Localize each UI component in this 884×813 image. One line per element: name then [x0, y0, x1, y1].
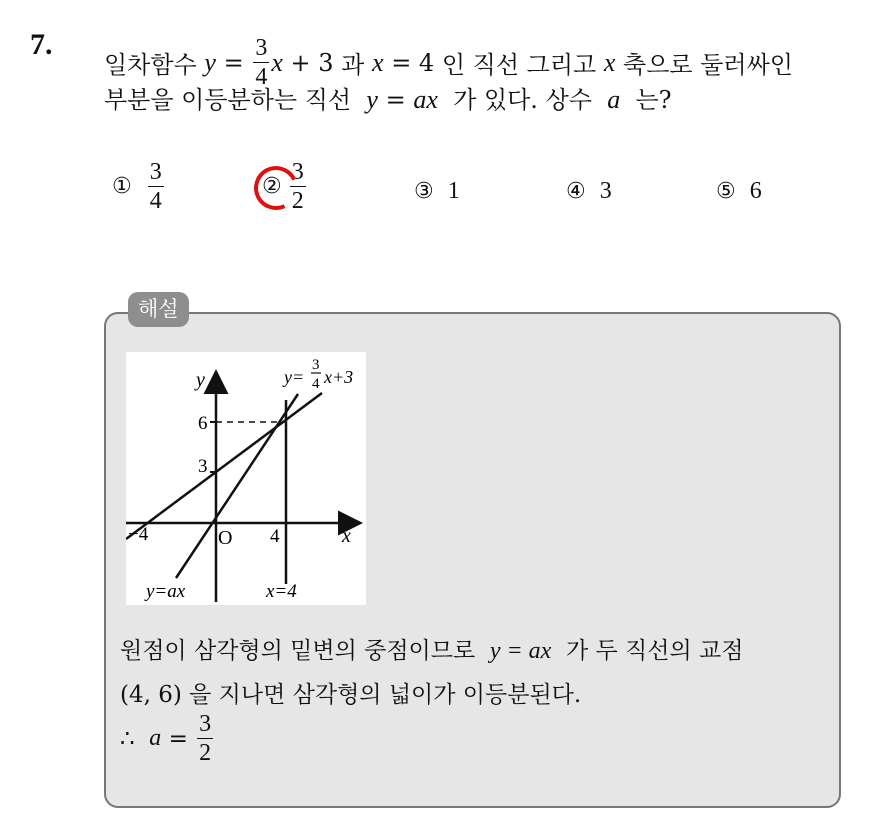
frac-num: 3 [255, 35, 268, 61]
solution-answer [120, 712, 215, 765]
option-2[interactable] [262, 160, 308, 213]
frac-num: 3 [199, 711, 212, 737]
tick-3-label: 3 [198, 456, 208, 477]
var-ax: ax [413, 85, 438, 114]
frac-num: 3 [291, 159, 304, 185]
solution-line-1 [120, 632, 743, 665]
frac-den: 2 [199, 740, 212, 766]
answer-fraction [197, 712, 213, 765]
var-a: a [149, 725, 162, 751]
question-number: 7. [30, 28, 53, 61]
line-y-ax [176, 394, 298, 578]
plus-3: + 3 [290, 48, 334, 77]
var-y: y [366, 85, 378, 114]
option-4[interactable] [566, 178, 612, 205]
solution-eq: y = ax [489, 638, 552, 664]
option-1[interactable] [112, 160, 166, 213]
frac-den: 4 [149, 188, 162, 214]
line-label-num: 3 [312, 357, 320, 373]
line-label-den: 4 [312, 376, 320, 392]
option-mark: ① [112, 174, 132, 199]
frac-num: 3 [149, 159, 162, 185]
tick-6-label: 6 [198, 413, 208, 434]
frac-den: 2 [291, 188, 304, 214]
option-5[interactable] [716, 178, 762, 205]
question-text: 가 있다. 상수 [453, 86, 592, 114]
question-text: 는? [635, 86, 672, 114]
solution-text: 원점이 삼각형의 밑변의 중점이므로 [120, 638, 476, 664]
option-3[interactable] [414, 178, 460, 205]
frac-den: 4 [255, 64, 268, 90]
solution-tag: 해설 [128, 292, 189, 327]
option-mark: ③ [414, 179, 434, 204]
option-mark: ② [262, 174, 282, 199]
y-axis-label: y [196, 369, 205, 391]
solution-text: 가 두 직선의 교점 [565, 638, 744, 664]
line-label-prefix: y= [284, 367, 305, 387]
eq-4: = 4 [391, 48, 435, 77]
yax-label: y=ax [146, 581, 186, 602]
var-x: x [372, 47, 384, 77]
eq-sign: = [385, 86, 406, 114]
option-mark: ⑤ [716, 179, 736, 204]
option-value: 6 [749, 178, 762, 204]
solution-graph [126, 352, 366, 605]
therefore-symbol: ∴ [120, 725, 135, 752]
eq-sign: = [223, 48, 244, 77]
graph-svg [126, 352, 366, 605]
option-mark: ④ [566, 179, 586, 204]
option-fraction [148, 160, 164, 213]
var-x: x [271, 47, 283, 77]
var-y: y [204, 47, 216, 77]
x4-label: x=4 [266, 581, 297, 602]
var-a: a [607, 85, 621, 114]
solution-line-2: (4, 6) 을 지나면 삼각형의 넓이가 이등분된다. [120, 682, 582, 708]
option-value: 3 [599, 178, 612, 204]
question-text: 인 직선 그리고 [441, 51, 597, 79]
option-value: 1 [447, 178, 460, 204]
tick-neg4-label: −4 [128, 524, 149, 545]
question-text: 과 [341, 51, 365, 79]
origin-label: O [218, 527, 233, 549]
line-3-4x-plus-3 [126, 393, 322, 539]
question-line-2 [104, 80, 672, 115]
question-text: 일차함수 [104, 51, 197, 79]
var-x: x [603, 47, 616, 77]
question-text: 부분을 이등분하는 직선 [104, 86, 352, 114]
line-label-suffix: x+3 [324, 367, 354, 387]
eq-sign: = [168, 725, 188, 752]
x-axis-label: x [342, 525, 351, 547]
tick-4-label: 4 [270, 526, 280, 547]
question-text: 축으로 둘러싸인 [623, 51, 793, 79]
